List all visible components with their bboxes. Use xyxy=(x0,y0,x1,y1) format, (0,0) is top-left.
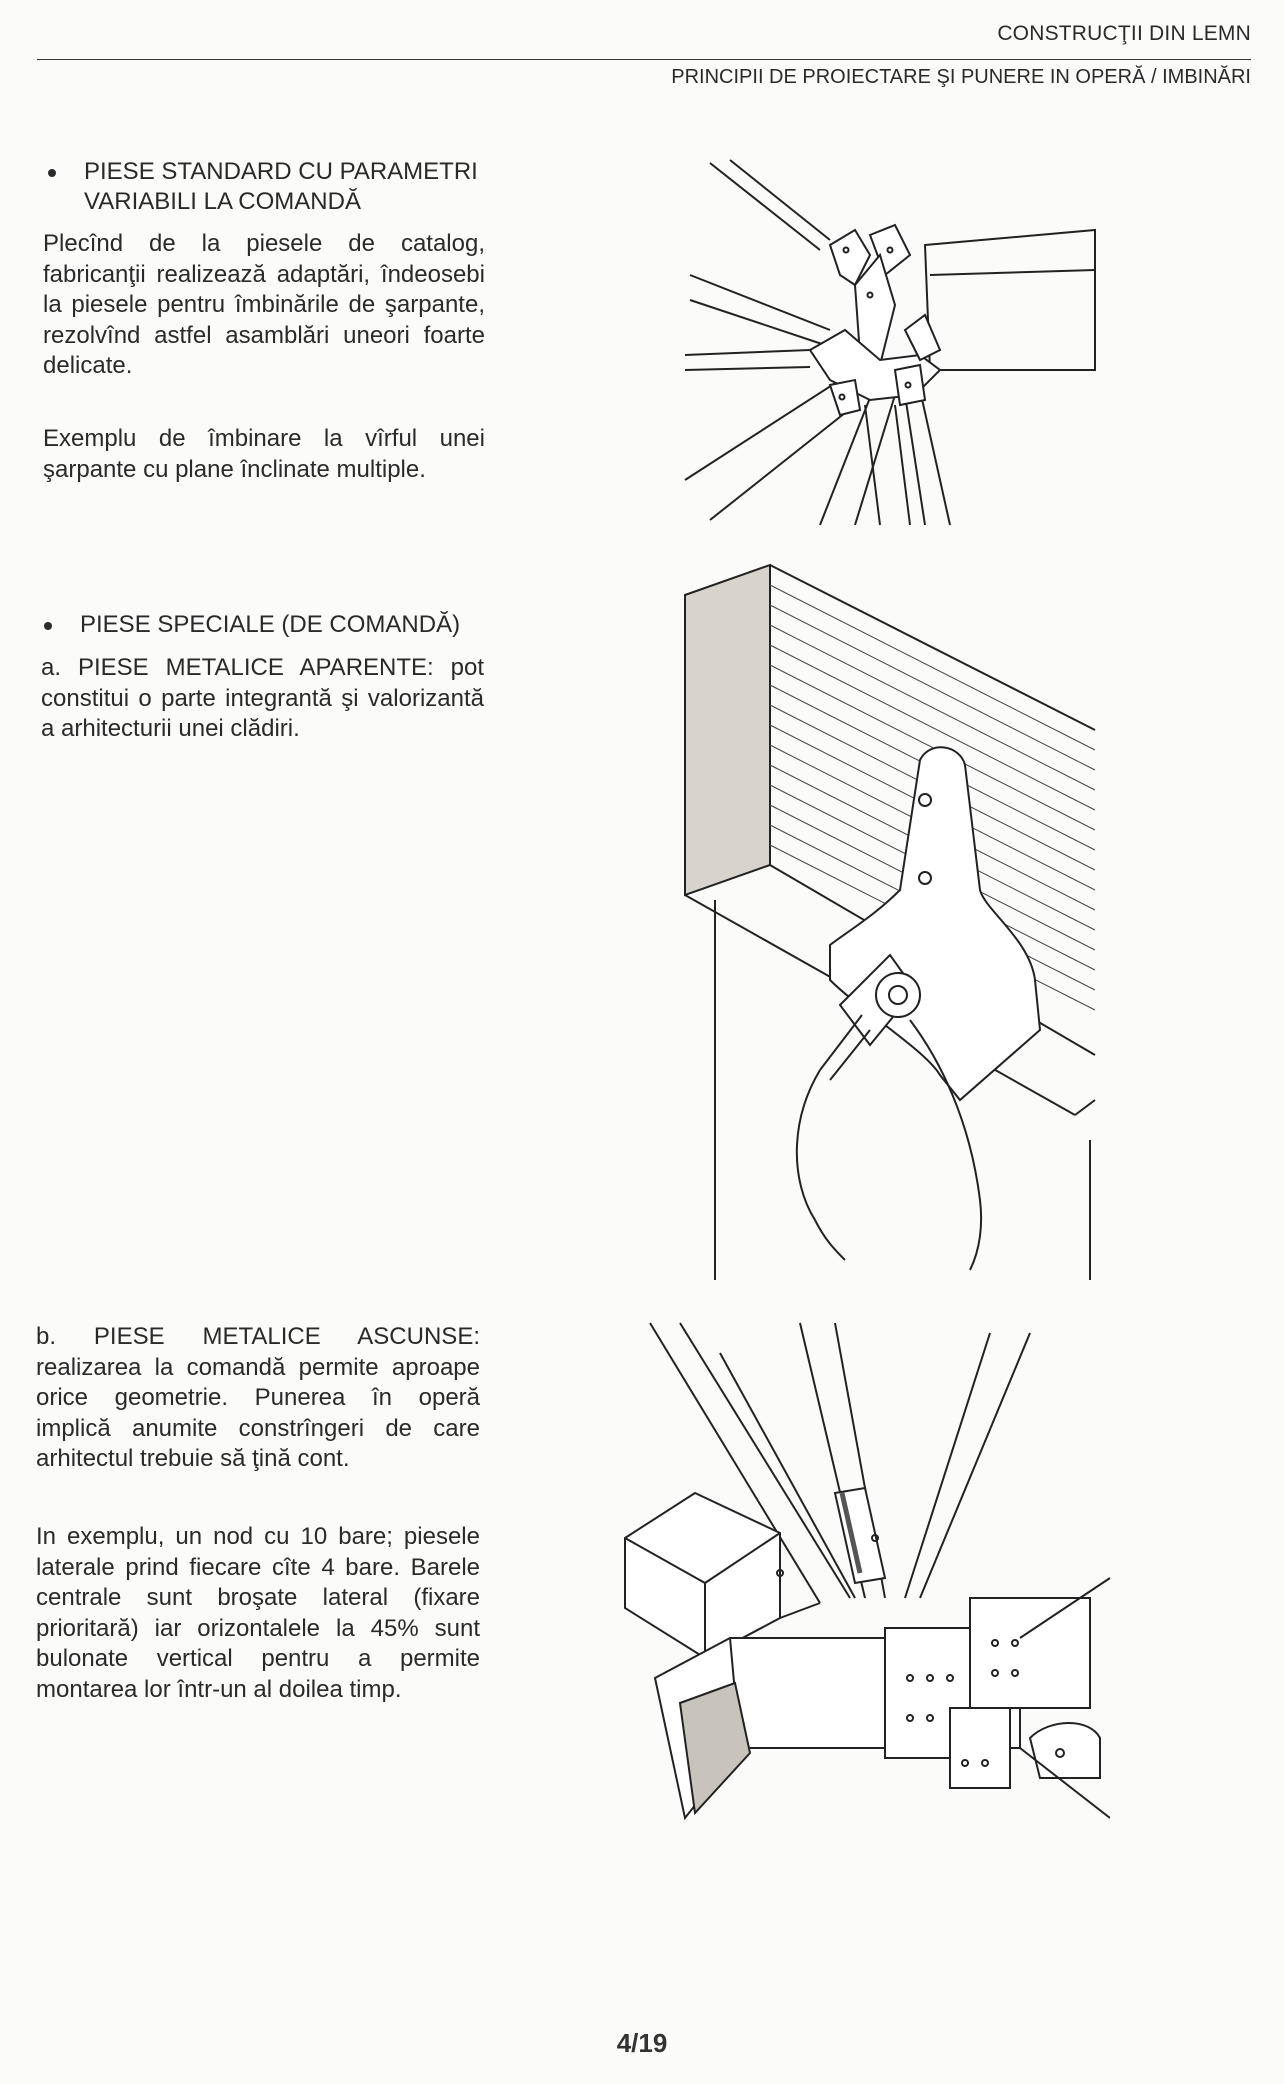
section2-heading xyxy=(80,610,500,640)
roof-apex-connector-illustration xyxy=(680,155,1100,530)
bullet-icon xyxy=(48,169,56,177)
section1-paragraph2: Exemplu de îmbinare la vîrful unei şarpante cu plane înclinate multiple. xyxy=(43,425,485,483)
page-number: 4/19 xyxy=(616,2028,668,2058)
section2-paragraph-a: a. PIESE METALICE APARENTE: pot constitui o parte integrantă şi valorizantă a arhitecturii unei clădiri. xyxy=(41,654,484,742)
visible-metal-connector-illustration xyxy=(680,560,1100,1280)
section1-heading xyxy=(84,157,494,217)
header-divider xyxy=(37,59,1251,60)
hidden-metal-connector-illustration xyxy=(620,1318,1110,1828)
section3-paragraph-c: In exemplu, un nod cu 10 bare; piesele laterale prind fiecare cîte 4 bare. Barele centrale sunt broşate lateral (fixare prioritară) iar orizontalele la 45% sunt bulonate vertical pentru a permite montarea lor într-un al doilea timp. xyxy=(36,1523,480,1703)
section1-heading-text: PIESE STANDARD CU PARAMETRI VARIABILI LA COMANDĂ xyxy=(84,158,478,215)
section3-paragraph-b: b. PIESE METALICE ASCUNSE: realizarea la comandă permite aproape orice geometrie. Punerea în operă implică anumite constrîngeri de care arhitectul trebuie să ţină cont. xyxy=(36,1323,480,1472)
header-subtitle: PRINCIPII DE PROIECTARE ŞI PUNERE IN OPERĂ / IMBINĂRI xyxy=(671,66,1251,88)
bullet-icon xyxy=(44,622,52,630)
header-title: CONSTRUCŢII DIN LEMN xyxy=(997,22,1251,45)
section2-heading-text: PIESE SPECIALE (DE COMANDĂ) xyxy=(80,611,461,638)
section1-paragraph1: Plecînd de la piesele de catalog, fabricanţii realizează adaptări, îndeosebi la piesele pentru îmbinările de şarpante, rezolvînd astfel asamblări uneori foarte delicate. xyxy=(43,230,485,379)
